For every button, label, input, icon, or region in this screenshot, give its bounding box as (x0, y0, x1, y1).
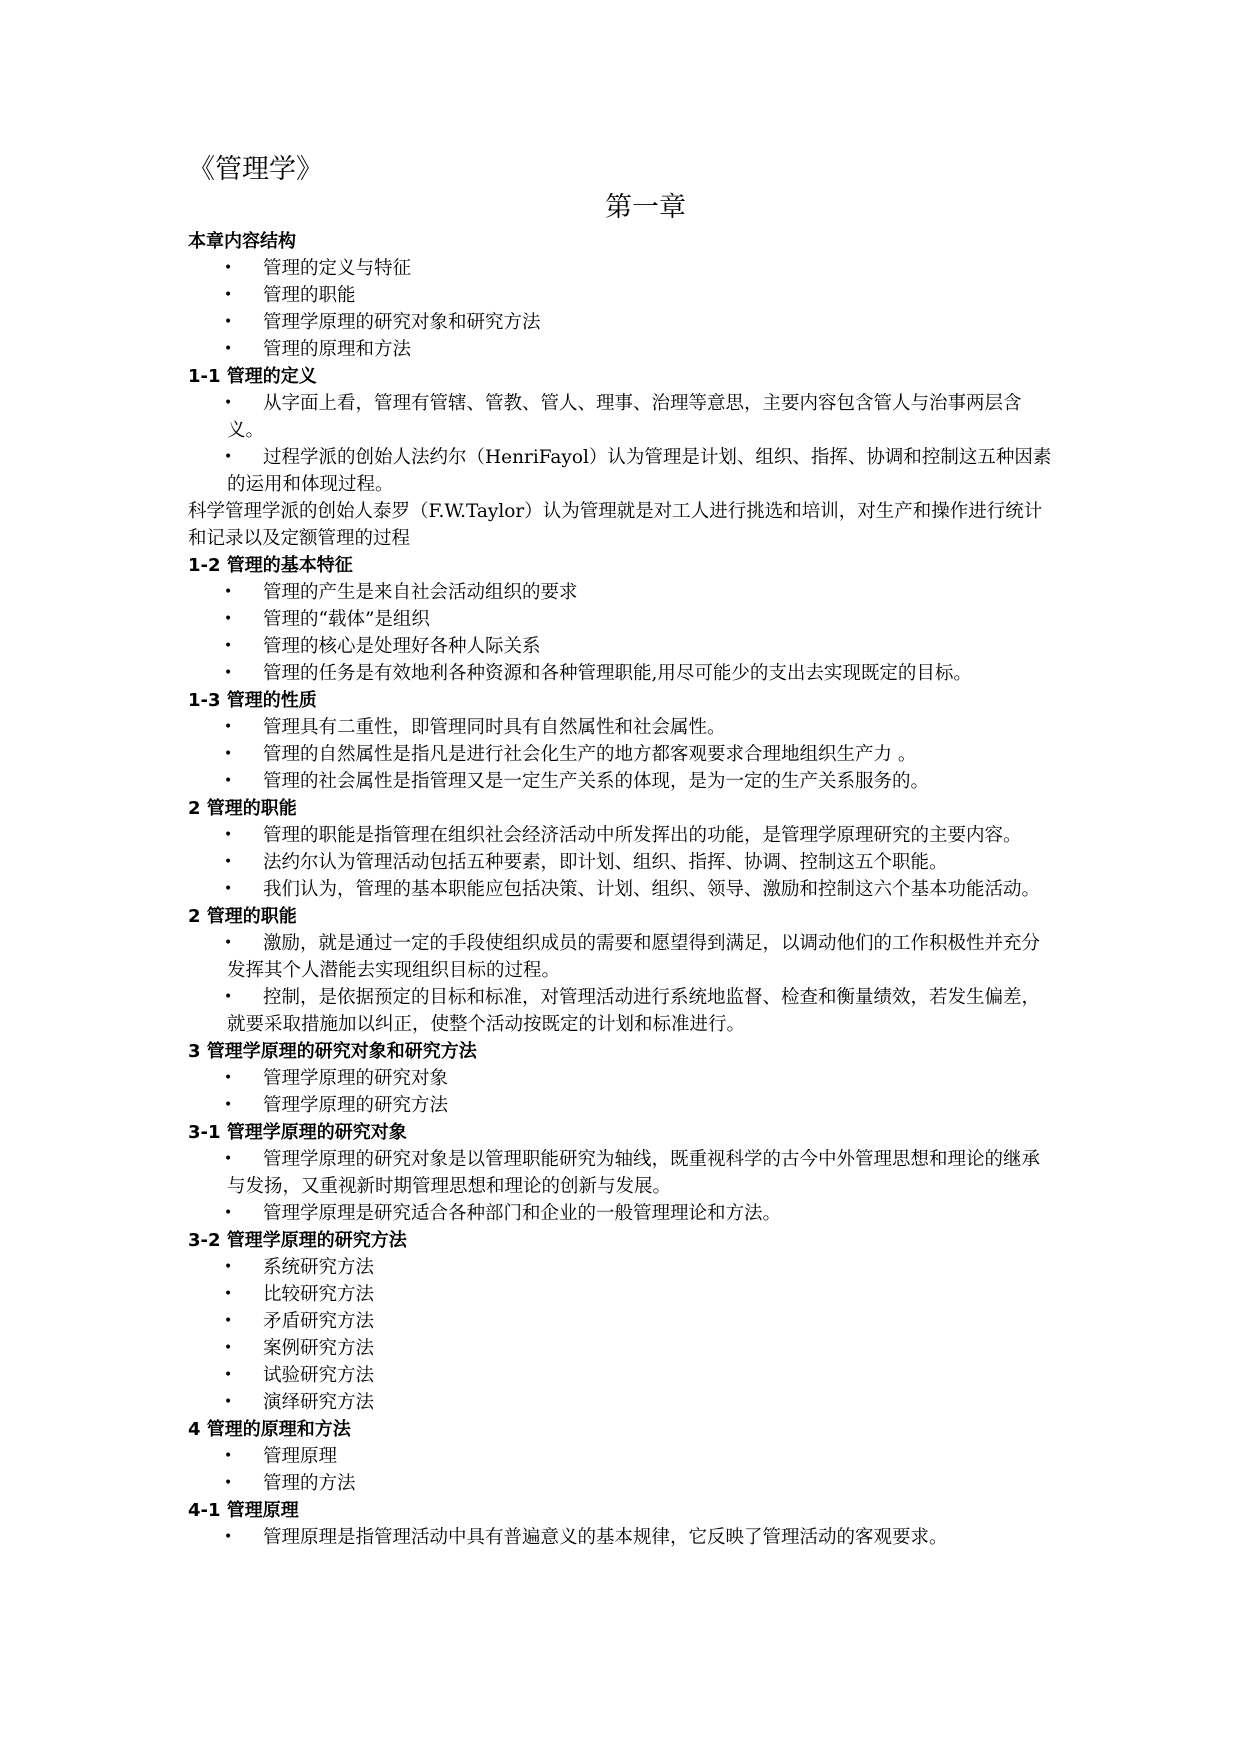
bullet-list (188, 1254, 1058, 1416)
bullet-list (188, 714, 1058, 795)
list-item: • 管理学原理的研究方法 (188, 1092, 1058, 1119)
bullet-list (188, 822, 1058, 903)
list-item: • 试验研究方法 (188, 1362, 1058, 1389)
list-item: • 管理的原理和方法 (188, 336, 1058, 363)
document-body (188, 228, 1058, 1551)
section-heading: 1-3 管理的性质 (188, 690, 317, 711)
section-heading: 4 管理的原理和方法 (188, 1419, 351, 1440)
section (188, 363, 1058, 552)
section-heading: 3-1 管理学原理的研究对象 (188, 1122, 407, 1143)
body-paragraph: 科学管理学派的创始人泰罗（F.W.Taylor）认为管理就是对工人进行挑选和培训，对生产和操作进行统计和记录以及定额管理的过程 (188, 501, 1043, 549)
list-item: • 管理学原理的研究对象是以管理职能研究为轴线，既重视科学的古今中外管理思想和理论的继承与发扬，又重视新时期管理思想和理论的创新与发展。 (188, 1146, 1058, 1200)
bullet-list (188, 255, 1058, 363)
section (188, 1038, 1058, 1119)
section (188, 552, 1058, 687)
section-heading: 2 管理的职能 (188, 798, 297, 819)
list-item: • 控制，是依据预定的目标和标准，对管理活动进行系统地监督、检查和衡量绩效，若发生偏差，就要采取措施加以纠正，使整个活动按既定的计划和标准进行。 (188, 984, 1058, 1038)
list-item: • 管理的方法 (188, 1470, 1058, 1497)
section (188, 1119, 1058, 1227)
list-item: • 管理的自然属性是指凡是进行社会化生产的地方都客观要求合理地组织生产力 。 (188, 741, 1058, 768)
list-item: • 案例研究方法 (188, 1335, 1058, 1362)
list-item: • 管理学原理的研究对象和研究方法 (188, 309, 1058, 336)
section (188, 795, 1058, 903)
list-item: • 我们认为，管理的基本职能应包括决策、计划、组织、领导、激励和控制这六个基本功能活动。 (188, 876, 1058, 903)
section-heading: 2 管理的职能 (188, 906, 297, 927)
section (188, 1416, 1058, 1497)
list-item: • 比较研究方法 (188, 1281, 1058, 1308)
list-item: • 管理原理 (188, 1443, 1058, 1470)
list-item: • 管理的社会属性是指管理又是一定生产关系的体现，是为一定的生产关系服务的。 (188, 768, 1058, 795)
section (188, 903, 1058, 1038)
section-heading: 本章内容结构 (188, 231, 296, 252)
list-item: • 系统研究方法 (188, 1254, 1058, 1281)
section-heading: 1-1 管理的定义 (188, 366, 317, 387)
list-item: • 管理的“载体”是组织 (188, 606, 1058, 633)
bullet-list (188, 1524, 1058, 1551)
bullet-list (188, 930, 1058, 1038)
list-item: • 矛盾研究方法 (188, 1308, 1058, 1335)
section (188, 228, 1058, 363)
list-item: • 演绎研究方法 (188, 1389, 1058, 1416)
bullet-list (188, 390, 1058, 498)
list-item: • 管理具有二重性，即管理同时具有自然属性和社会属性。 (188, 714, 1058, 741)
section (188, 1227, 1058, 1416)
list-item: • 管理的产生是来自社会活动组织的要求 (188, 579, 1058, 606)
section (188, 687, 1058, 795)
list-item: • 从字面上看，管理有管辖、管教、管人、理事、治理等意思，主要内容包含管人与治事两层含义。 (188, 390, 1058, 444)
section-heading: 3 管理学原理的研究对象和研究方法 (188, 1041, 477, 1062)
list-item: • 管理的任务是有效地利各种资源和各种管理职能,用尽可能少的支出去实现既定的目标。 (188, 660, 1058, 687)
document-title: 《管理学》 (188, 154, 323, 185)
section-heading: 1-2 管理的基本特征 (188, 555, 353, 576)
list-item: • 过程学派的创始人法约尔（HenriFayol）认为管理是计划、组织、指挥、协调和控制这五种因素的运用和体现过程。 (188, 444, 1058, 498)
bullet-list (188, 579, 1058, 687)
list-item: • 管理的职能是指管理在组织社会经济活动中所发挥出的功能，是管理学原理研究的主要内容。 (188, 822, 1058, 849)
bullet-list (188, 1443, 1058, 1497)
list-item: • 激励，就是通过一定的手段使组织成员的需要和愿望得到满足，以调动他们的工作积极性并充分发挥其个人潜能去实现组织目标的过程。 (188, 930, 1058, 984)
section-heading: 4-1 管理原理 (188, 1500, 299, 1521)
bullet-list (188, 1065, 1058, 1119)
list-item: • 管理的定义与特征 (188, 255, 1058, 282)
section (188, 1497, 1058, 1551)
section-heading: 3-2 管理学原理的研究方法 (188, 1230, 407, 1251)
list-item: • 管理学原理的研究对象 (188, 1065, 1058, 1092)
list-item: • 法约尔认为管理活动包括五种要素，即计划、组织、指挥、协调、控制这五个职能。 (188, 849, 1058, 876)
chapter-title: 第一章 (605, 192, 686, 223)
list-item: • 管理学原理是研究适合各种部门和企业的一般管理理论和方法。 (188, 1200, 1058, 1227)
list-item: • 管理原理是指管理活动中具有普遍意义的基本规律，它反映了管理活动的客观要求。 (188, 1524, 1058, 1551)
list-item: • 管理的职能 (188, 282, 1058, 309)
list-item: • 管理的核心是处理好各种人际关系 (188, 633, 1058, 660)
bullet-list (188, 1146, 1058, 1227)
